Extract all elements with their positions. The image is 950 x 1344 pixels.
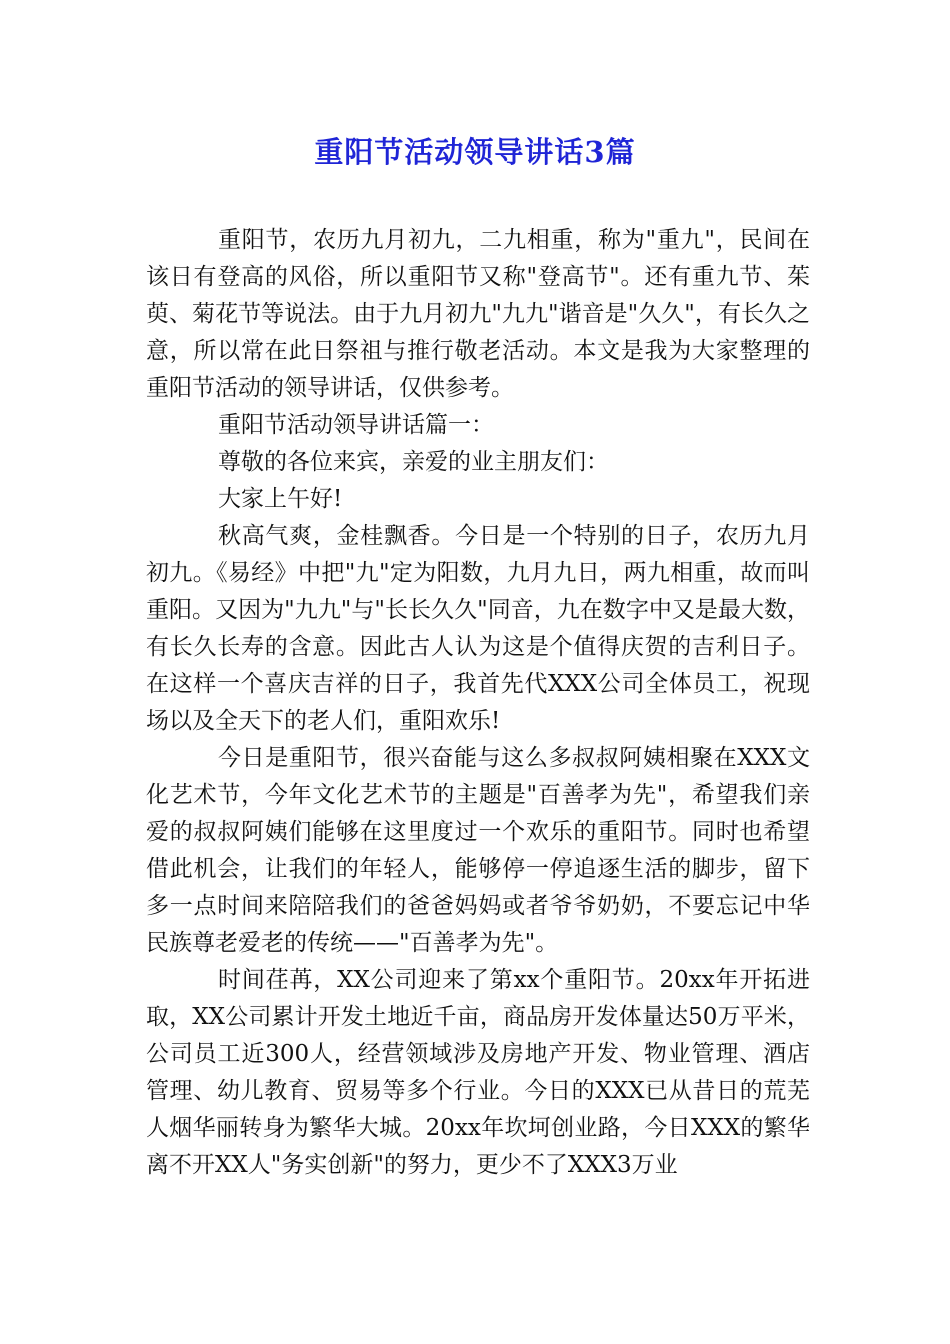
paragraph-body-2: 今日是重阳节，很兴奋能与这么多叔叔阿姨相聚在XXX文化艺术节，今年文化艺术节的主题是"百善孝为先"，希望我们亲爱的叔叔阿姨们能够在这里度过一个欢乐的重阳节。同时也希望借此机会，让我们的年轻人，能够停一停追逐生活的脚步，留下多一点时间来陪陪我们的爸爸妈妈或者爷爷奶奶，不要忘记中华民族尊老爱老的传统——"百善孝为先"。 bbox=[146, 745, 810, 956]
paragraph-salutation: 尊敬的各位来宾，亲爱的业主朋友们： bbox=[218, 449, 609, 475]
document-body bbox=[146, 222, 810, 1184]
paragraph-intro: 重阳节，农历九月初九，二九相重，称为"重九"，民间在该日有登高的风俗，所以重阳节又称"登高节"。还有重九节、茱萸、菊花节等说法。由于九月初九"九九"谐音是"久久"，有长久之意，所以常在此日祭祖与推行敬老活动。本文是我为大家整理的重阳节活动的领导讲话，仅供参考。 bbox=[146, 227, 810, 401]
paragraph-section-heading: 重阳节活动领导讲话篇一： bbox=[218, 412, 494, 438]
document-title: 重阳节活动领导讲话3篇 bbox=[314, 135, 636, 169]
paragraph-body-1: 秋高气爽，金桂飘香。今日是一个特别的日子，农历九月初九。《易经》中把"九"定为阳数，九月九日，两九相重，故而叫重阳。又因为"九九"与"长长久久"同音，九在数字中又是最大数，有长久长寿的含意。因此古人认为这是个值得庆贺的吉利日子。在这样一个喜庆吉祥的日子，我首先代XXX公司全体员工，祝现场以及全天下的老人们，重阳欢乐! bbox=[146, 523, 810, 734]
paragraph-greeting: 大家上午好! bbox=[218, 486, 343, 512]
paragraph-body-3: 时间荏苒，XX公司迎来了第xx个重阳节。20xx年开拓进取，XX公司累计开发土地近千亩，商品房开发体量达50万平米，公司员工近300人，经营领域涉及房地产开发、物业管理、酒店管理、幼儿教育、贸易等多个行业。今日的XXX已从昔日的荒芜人烟华丽转身为繁华大城。20xx年坎坷创业路，今日XXX的繁华离不开XX人"务实创新"的努力，更少不了XXX3万业 bbox=[146, 967, 810, 1178]
